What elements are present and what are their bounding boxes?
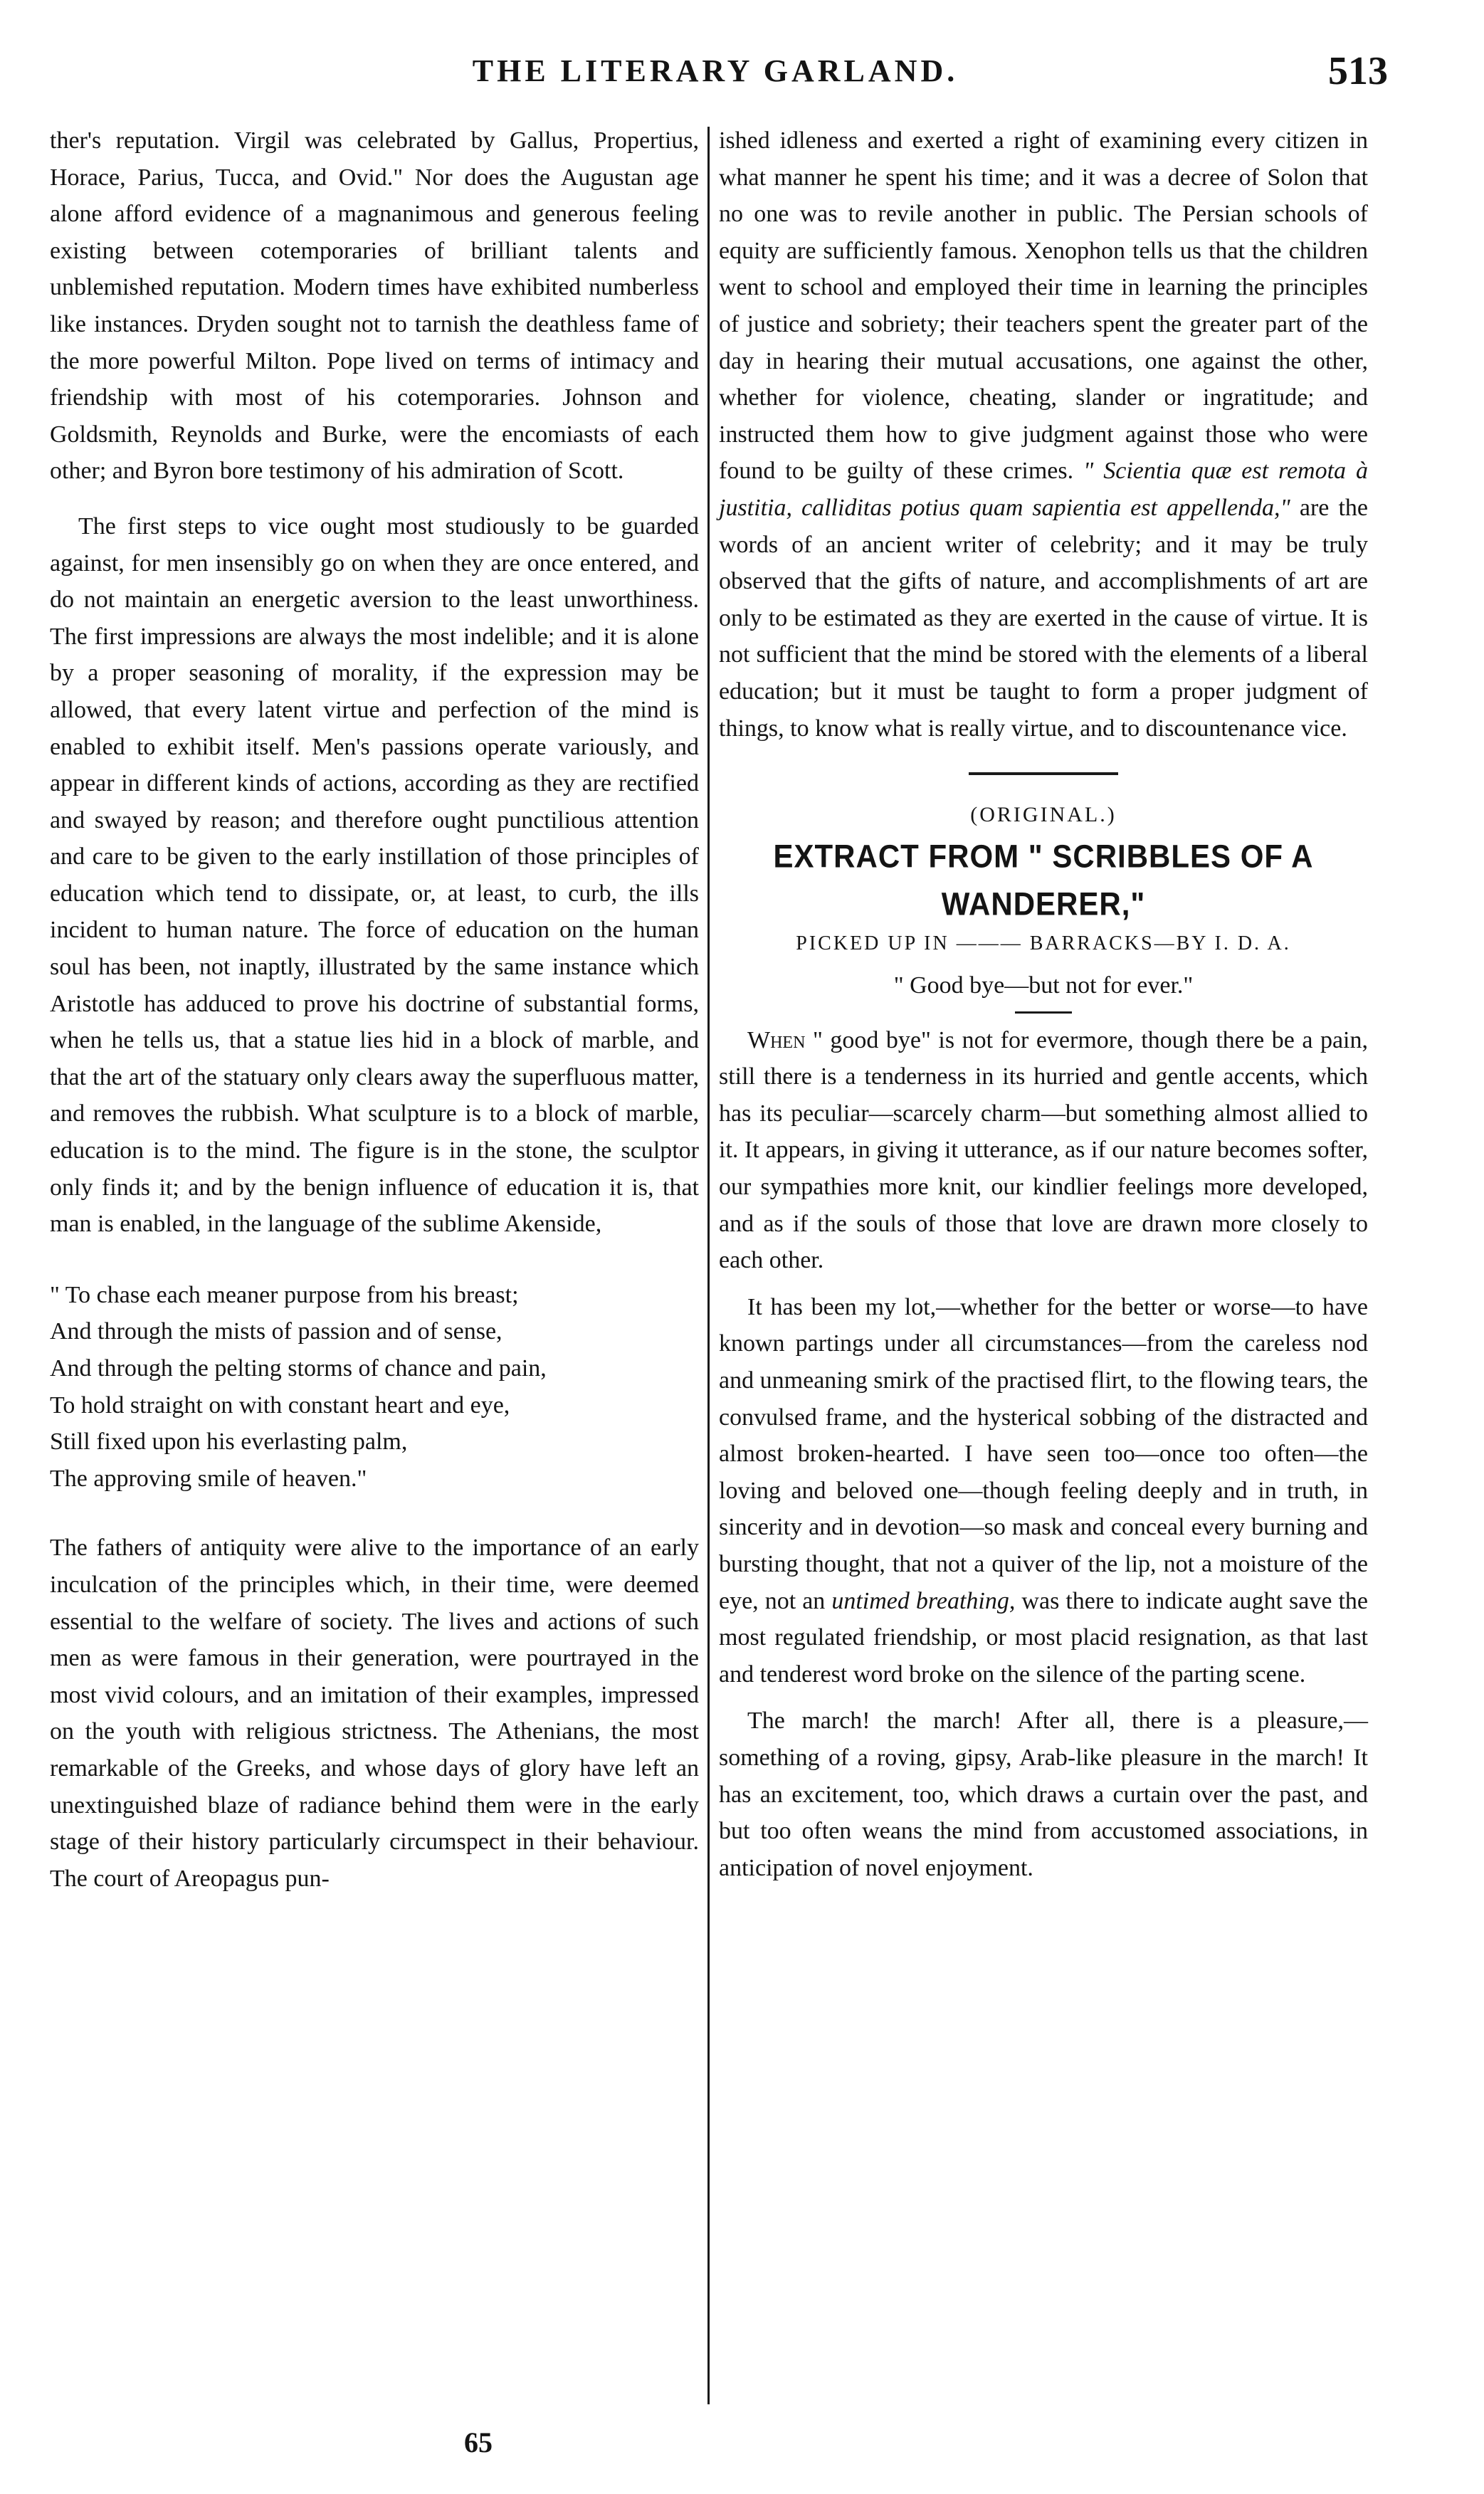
- verse-line: The approving smile of heaven.": [50, 1465, 367, 1492]
- verse-line: Still fixed upon his everlasting palm,: [50, 1428, 408, 1456]
- verse-line: To hold straight on with constant heart and eye,: [50, 1391, 510, 1419]
- paragraph-good-bye: [719, 1022, 1368, 1279]
- verse-line: And through the pelting storms of chance and pain,: [50, 1355, 547, 1382]
- paragraph-good-bye-text: " good bye" is not for evermore, though there be a pain, still there is a tenderness in its hurried and gentle accents, which has its peculiar—scarcely charm—but something almost allied to it. It appears, in giving it utterance, as if our nature becomes softer, our sympathies more knit, our kindlier feelings more developed, and as if the souls of those that love are drawn more closely to each other.: [719, 1026, 1368, 1274]
- verse-line: And through the mists of passion and of sense,: [50, 1318, 502, 1345]
- byline: PICKED UP IN ——— BARRACKS—BY I. D. A.: [796, 932, 1291, 955]
- running-title: THE LITERARY GARLAND.: [472, 53, 959, 88]
- right-column: [719, 122, 1368, 2409]
- section-separator: [969, 772, 1118, 775]
- epigraph: " Good bye—but not for ever.": [893, 972, 1194, 999]
- akenside-verse: [50, 1277, 699, 1498]
- paragraph-partings: [719, 1289, 1368, 1693]
- column-divider: [707, 127, 710, 2404]
- page-header: [43, 46, 1388, 117]
- original-tag: (ORIGINAL.): [970, 803, 1117, 827]
- paragraph-vice: The first steps to vice ought most studiously to be guarded against, for men insensibly go on when they are once entered, and do not maintain an energetic aversion to the least unworthiness. The first impressions are always the most indelible; and it is alone by a proper seasoning of morality, if the expression may be allowed, that every latent virtue and perfection of the mind is enabled to exhibit itself. Men's passions operate variously, and appear in different kinds of actions, according as they are rectified and swayed by reason; and therefore ought punctilious attention and care to be given to the early instillation of those principles of education which tend to dissipate, or, at least, to curb, the ills incident to human nature. The force of education on the human soul has been, not inaptly, illustrated by the same instance which Aristotle has adduced to prove his doctrine of substantial forms, when he tells us, that a statue lies hid in a block of marble, and that the art of the statuary only clears away the superfluous matter, and removes the rubbish. What sculpture is to a block of marble, education is to the mind. The figure is in the stone, the sculptor only finds it; and by the benign influence of education it is, that man is enabled, in the language of the sublime Akenside,: [50, 512, 699, 1238]
- paragraph-areopagus-cont: are the words of an ancient writer of celebrity; and it may be truly observed that the gifts of nature, and accomplishments of art are only to be estimated as they are exerted in the cause of virtue. It is not sufficient that the mind be stored with the elements of a liberal education; but it must be taught to form a proper judgment of things, to know what is really virtue, and to discountenance vice.: [719, 494, 1368, 742]
- paragraph-partings-text: It has been my lot,—whether for the better or worse—to have known partings under all circumstances—from the careless nod and unmeaning smirk of the practised flirt, to the flowing tears, the convulsed frame, and the hysterical sobbing of the distracted and almost broken-hearted. I have seen too—once too often—the loving and beloved one—though feeling deeply and in truth, in sincerity and in devotion—so mask and conceal every burning and bursting thought, that not a quiver of the lip, not a moisture of the eye, not an: [719, 1293, 1368, 1614]
- paragraph-areopagus: [719, 122, 1368, 747]
- paragraph-partings-cont: was there to indicate aught save the most regulated friendship, or most placid resignation, as that last and tenderest word broke on the silence of the parting scene.: [719, 1587, 1369, 1688]
- paragraph-march: The march! the march! After all, there is a pleasure,—something of a roving, gipsy, Arab-like pleasure in the march! It has an excitement, too, which draws a curtain over the past, and but too often weans the mind from accustomed associations, in anticipation of novel enjoyment.: [719, 1708, 1368, 1881]
- extract-title: EXTRACT FROM " SCRIBBLES OF A WANDERER,": [773, 838, 1314, 922]
- latin-quote: " Scientia quæ est remota à justitia, calliditas potius quam sapientia est appellenda,": [719, 458, 1368, 521]
- left-column: [50, 122, 699, 2409]
- paragraph-reputation: ther's reputation. Virgil was celebrated by Gallus, Propertius, Horace, Parius, Tucca, and Ovid." Nor does the Augustan age alone afford evidence of a magnanimous and generous feeling existing between cotemporaries of brilliant talents and unblemished reputation. Modern times have exhibited numberless like instances. Dryden sought not to tarnish the deathless fame of the more powerful Milton. Pope lived on terms of intimacy and friendship with most of his cotemporaries. Johnson and Goldsmith, Reynolds and Burke, were the encomiasts of each other; and Byron bore testimony of his admiration of Scott.: [50, 127, 699, 485]
- paragraph-antiquity: The fathers of antiquity were alive to the importance of an early inculcation of the principles which, in their time, were deemed essential to the welfare of society. The lives and actions of such men as were famous in their generation, were pourtrayed in the most vivid colours, and an imitation of their examples, impressed on the youth with religious strictness. The Athenians, the most remarkable of the Greeks, and whose days of glory have left an unextinguished blaze of radiance behind them were in the early stage of their history particularly circumspect in their behaviour. The court of Areopagus pun-: [50, 1535, 699, 1892]
- epigraph-rule: [1015, 1011, 1072, 1014]
- paragraph-areopagus-text: ished idleness and exerted a right of examining every citizen in what manner he spent his time; and it was a decree of Solon that no one was to revile another in public. The Persian schools of equity are sufficiently famous. Xenophon tells us that the children went to school and employed their time in learning the principles of justice and sobriety; their teachers spent the greater part of the day in hearing their mutual accusations, one against the other, whether for violence, cheating, slander or ingratitude; and instructed them how to give judgment against those who were found to be guilty of these crimes.: [719, 127, 1368, 485]
- signature-mark: 65: [464, 2426, 493, 2458]
- verse-line: " To chase each meaner purpose from his breast;: [50, 1281, 519, 1308]
- lead-word: When: [747, 1026, 806, 1053]
- page-number: 513: [1328, 49, 1388, 93]
- italic-phrase: untimed breathing,: [831, 1587, 1016, 1614]
